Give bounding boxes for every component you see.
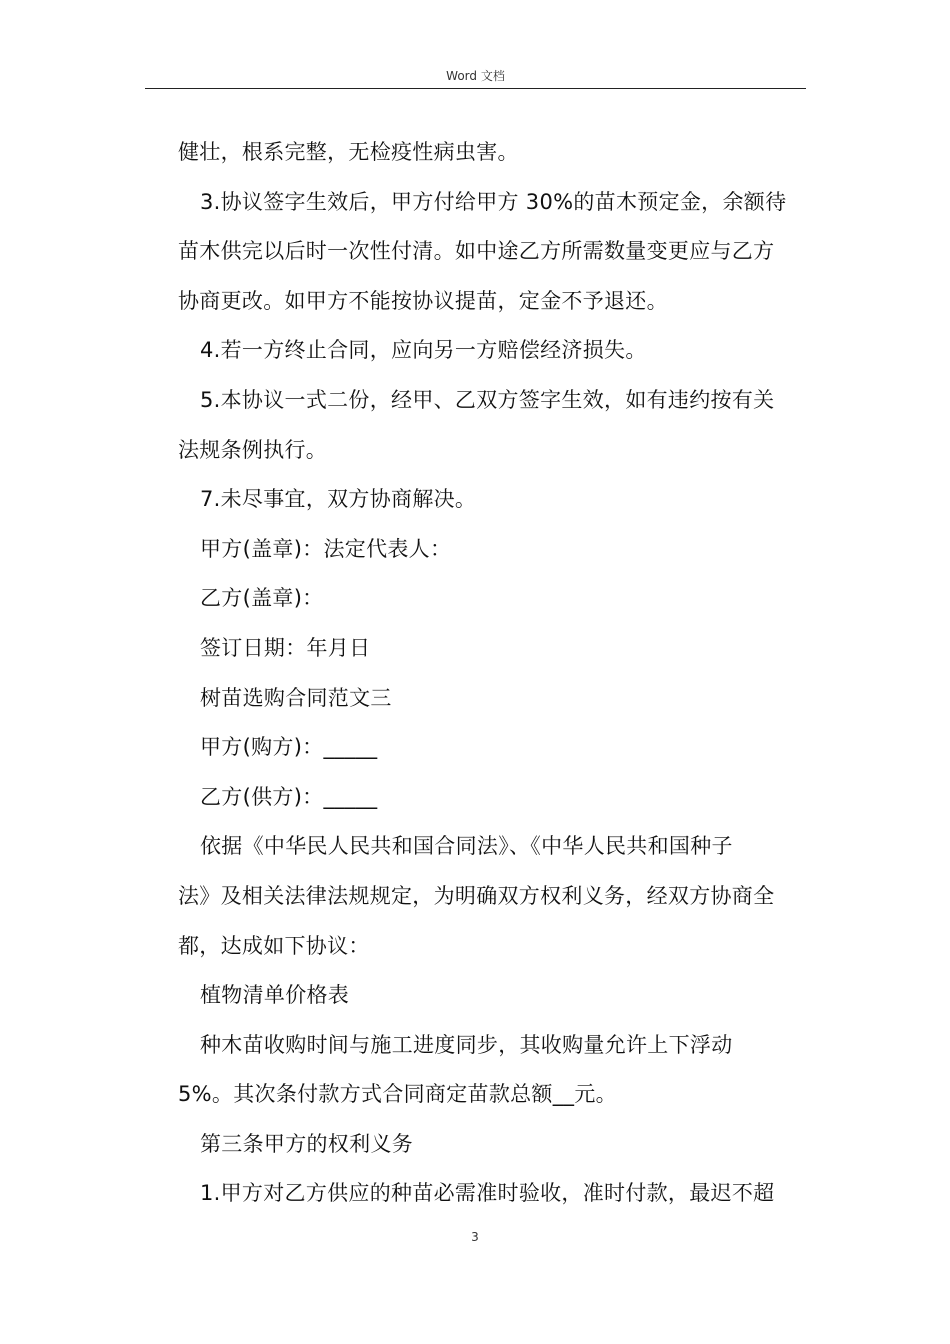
paragraph-line: 5.本协议一式二份，经甲、乙双方签字生效，如有违约按有关 xyxy=(200,387,775,412)
paragraph-line: 甲方(盖章)：法定代表人： xyxy=(200,536,452,561)
document-body xyxy=(178,128,808,1219)
page-number-text: 3 xyxy=(471,1230,479,1244)
page-header xyxy=(145,68,806,89)
paragraph-line: 苗木供完以后时一次性付清。如中途乙方所需数量变更应与乙方 xyxy=(178,239,775,264)
paragraph-line: 都，达成如下协议： xyxy=(178,933,370,958)
paragraph-line: 协商更改。如甲方不能按协议提苗，定金不予退还。 xyxy=(178,288,668,313)
section-heading: 树苗选购合同范文三 xyxy=(200,685,392,710)
header-title: Word 文档 xyxy=(446,69,505,83)
paragraph-line: 依据《中华民人民共和国合同法》、《中华人民共和国种子 xyxy=(200,834,733,859)
paragraph-line: 种木苗收购时间与施工进度同步，其收购量允许上下浮动 xyxy=(200,1032,733,1057)
paragraph-line: 健壮，根系完整，无检疫性病虫害。 xyxy=(178,140,519,164)
paragraph-line: 签订日期：年月日 xyxy=(200,635,371,660)
page-number xyxy=(0,1229,950,1245)
paragraph-line: 乙方(盖章)： xyxy=(200,586,324,611)
paragraph-line: 法规条例执行。 xyxy=(178,437,328,462)
paragraph-line: 5%。其次条付款方式合同商定苗款总额__元。 xyxy=(178,1082,617,1107)
paragraph-line: 1.甲方对乙方供应的种苗必需准时验收，准时付款，最迟不超 xyxy=(200,1181,775,1206)
paragraph-line: 第三条甲方的权利义务 xyxy=(200,1131,413,1156)
paragraph-line: 3.协议签字生效后，甲方付给甲方 30%的苗木预定金，余额待 xyxy=(200,189,787,214)
paragraph-line: 植物清单价格表 xyxy=(200,983,350,1008)
paragraph-line: 乙方(供方)：_____ xyxy=(200,784,378,809)
paragraph-line: 甲方(购方)：_____ xyxy=(200,735,378,760)
paragraph-line: 4.若一方终止合同，应向另一方赔偿经济损失。 xyxy=(200,338,647,363)
paragraph-line: 法》及相关法律法规规定，为明确双方权利义务，经双方协商全 xyxy=(178,883,775,908)
paragraph-line: 7.未尽事宜，双方协商解决。 xyxy=(200,487,477,512)
